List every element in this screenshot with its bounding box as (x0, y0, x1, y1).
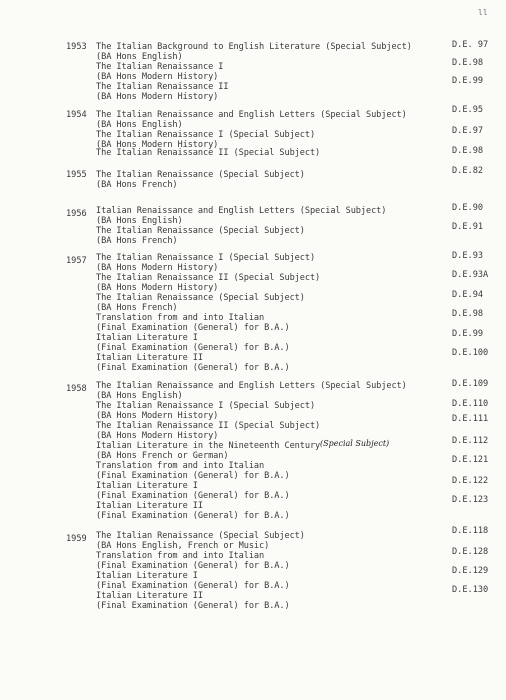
course-audience: (Final Examination (General) for B.A.) (96, 363, 290, 373)
course-audience: (Final Examination (General) for B.A.) (96, 343, 290, 353)
reference-code: D.E.98 (452, 146, 484, 156)
course-audience: (Final Examination (General) for B.A.) (96, 561, 290, 571)
reference-code: D.E.93A (452, 270, 489, 280)
reference-code: D.E.94 (452, 290, 484, 300)
course-title: The Italian Renaissance II (96, 82, 229, 92)
reference-code: D.E.130 (452, 585, 489, 595)
reference-code: D.E.98 (452, 58, 484, 68)
reference-code: D.E.91 (452, 222, 484, 232)
course-title: The Italian Renaissance I (Special Subject) (96, 130, 316, 140)
course-audience: (BA Hons Modern History) (96, 140, 219, 150)
year-label: 1959 (66, 534, 87, 544)
course-title: Translation from and into Italian (96, 313, 265, 323)
reference-code: D.E.118 (452, 526, 489, 536)
reference-code: D.E.110 (452, 399, 489, 409)
reference-code: D.E. 97 (452, 40, 489, 50)
course-audience: (Final Examination (General) for B.A.) (96, 581, 290, 591)
course-title: The Italian Renaissance (Special Subject) (96, 531, 305, 541)
reference-code: D.E.128 (452, 547, 489, 557)
course-audience: (Final Examination (General) for B.A.) (96, 491, 290, 501)
year-label: 1957 (66, 256, 87, 266)
course-audience: (BA Hons Modern History) (96, 411, 219, 421)
course-title: The Italian Background to English Literature (Special Subject) (96, 42, 412, 52)
course-title: The Italian Renaissance II (Special Subject) (96, 273, 321, 283)
reference-code: D.E.93 (452, 251, 484, 261)
reference-code: D.E.99 (452, 329, 484, 339)
course-title: The Italian Renaissance II (Special Subject) (96, 148, 321, 158)
reference-code: D.E.95 (452, 105, 484, 115)
course-title: The Italian Renaissance I (Special Subject) (96, 253, 316, 263)
reference-code: D.E.121 (452, 455, 489, 465)
reference-code: D.E.98 (452, 309, 484, 319)
year-label: 1958 (66, 384, 87, 394)
course-title: Italian Literature I (96, 571, 198, 581)
course-title: The Italian Renaissance (Special Subject) (96, 226, 305, 236)
course-title: Italian Renaissance and English Letters (Special Subject) (96, 206, 387, 216)
course-title: Translation from and into Italian (96, 461, 265, 471)
reference-code: D.E.129 (452, 566, 489, 576)
course-title: The Italian Renaissance (Special Subject) (96, 293, 305, 303)
course-title: The Italian Renaissance I (Special Subject) (96, 401, 316, 411)
course-title: The Italian Renaissance I (96, 62, 224, 72)
reference-code: D.E.82 (452, 166, 484, 176)
course-audience: (BA Hons English) (96, 120, 183, 130)
course-audience: (BA Hons Modern History) (96, 431, 219, 441)
reference-code: D.E.123 (452, 495, 489, 505)
course-title: Italian Literature in the Nineteenth Century (96, 441, 321, 451)
course-audience: (BA Hons English, French or Music) (96, 541, 270, 551)
course-audience: (BA Hons French) (96, 236, 178, 246)
course-audience: (BA Hons Modern History) (96, 92, 219, 102)
course-audience: (BA Hons Modern History) (96, 72, 219, 82)
reference-code: D.E.112 (452, 436, 489, 446)
reference-code: D.E.122 (452, 476, 489, 486)
course-audience: (BA Hons French) (96, 303, 178, 313)
course-title: The Italian Renaissance and English Letters (Special Subject) (96, 110, 407, 120)
course-title: Italian Literature I (96, 481, 198, 491)
course-audience: (BA Hons French) (96, 180, 178, 190)
reference-code: D.E.109 (452, 379, 489, 389)
handwritten-annotation: (Special Subject) (320, 439, 390, 448)
course-audience: (Final Examination (General) for B.A.) (96, 471, 290, 481)
course-audience: (Final Examination (General) for B.A.) (96, 511, 290, 521)
course-audience: (BA Hons Modern History) (96, 263, 219, 273)
year-label: 1956 (66, 209, 87, 219)
reference-code: D.E.99 (452, 76, 484, 86)
course-audience: (BA Hons French or German) (96, 451, 229, 461)
reference-code: D.E.90 (452, 203, 484, 213)
course-audience: (BA Hons Modern History) (96, 283, 219, 293)
course-title: The Italian Renaissance II (Special Subject) (96, 421, 321, 431)
course-title: Italian Literature II (96, 501, 203, 511)
course-audience: (BA Hons English) (96, 52, 183, 62)
reference-code: D.E.111 (452, 414, 489, 424)
course-audience: (Final Examination (General) for B.A.) (96, 323, 290, 333)
course-title: Italian Literature II (96, 591, 203, 601)
course-title: The Italian Renaissance and English Letters (Special Subject) (96, 381, 407, 391)
year-label: 1953 (66, 42, 87, 52)
reference-code: D.E.97 (452, 126, 484, 136)
year-label: 1954 (66, 110, 87, 120)
reference-code: D.E.100 (452, 348, 489, 358)
course-title: Italian Literature II (96, 353, 203, 363)
page-number: ll (478, 8, 488, 17)
course-title: Translation from and into Italian (96, 551, 265, 561)
course-audience: (Final Examination (General) for B.A.) (96, 601, 290, 611)
course-title: The Italian Renaissance (Special Subject) (96, 170, 305, 180)
course-audience: (BA Hons English) (96, 216, 183, 226)
course-audience: (BA Hons English) (96, 391, 183, 401)
course-title: Italian Literature I (96, 333, 198, 343)
year-label: 1955 (66, 170, 87, 180)
